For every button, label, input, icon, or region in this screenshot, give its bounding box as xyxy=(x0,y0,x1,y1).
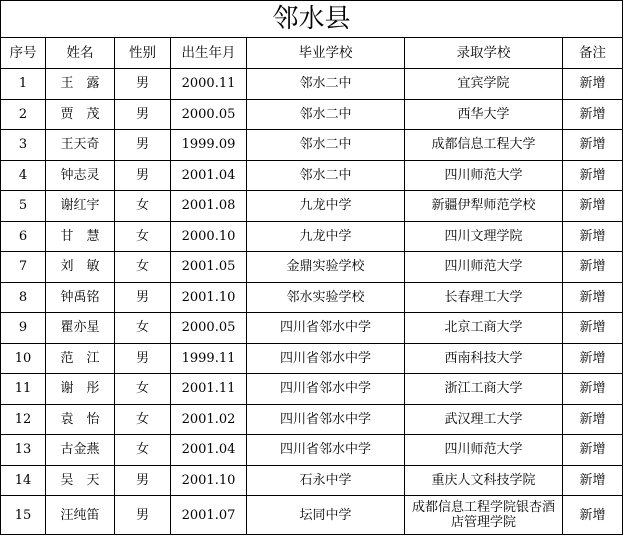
cell-admit-school: 四川师范大学 xyxy=(405,160,563,191)
cell-name: 古金燕 xyxy=(46,435,115,466)
table-row xyxy=(1,404,623,435)
cell-birth: 2000.11 xyxy=(171,69,247,100)
cell-name: 贾 茂 xyxy=(46,99,115,130)
table-row xyxy=(1,221,623,252)
cell-birth: 2001.05 xyxy=(171,252,247,283)
cell-no: 12 xyxy=(1,404,46,435)
cell-no: 3 xyxy=(1,130,46,161)
cell-gender: 男 xyxy=(115,496,171,535)
cell-note: 新增 xyxy=(563,496,623,535)
header-grad-school: 毕业学校 xyxy=(247,38,405,69)
header-no: 序号 xyxy=(1,38,46,69)
cell-no: 14 xyxy=(1,465,46,496)
cell-no: 11 xyxy=(1,374,46,405)
cell-no: 13 xyxy=(1,435,46,466)
cell-grad-school: 邻水二中 xyxy=(247,160,405,191)
cell-birth: 2001.08 xyxy=(171,191,247,222)
table-row xyxy=(1,130,623,161)
cell-birth: 2001.04 xyxy=(171,435,247,466)
table-title: 邻水县 xyxy=(1,1,623,38)
cell-birth: 2000.10 xyxy=(171,221,247,252)
table-row xyxy=(1,160,623,191)
cell-gender: 女 xyxy=(115,404,171,435)
cell-note: 新增 xyxy=(563,191,623,222)
cell-note: 新增 xyxy=(563,343,623,374)
cell-no: 2 xyxy=(1,99,46,130)
header-note: 备注 xyxy=(563,38,623,69)
cell-admit-school: 成都信息工程学院银杏酒店管理学院 xyxy=(405,496,563,535)
table-row xyxy=(1,374,623,405)
cell-birth: 2001.02 xyxy=(171,404,247,435)
cell-gender: 男 xyxy=(115,130,171,161)
cell-gender: 男 xyxy=(115,160,171,191)
header-gender: 性别 xyxy=(115,38,171,69)
header-row xyxy=(1,38,623,69)
cell-grad-school: 四川省邻水中学 xyxy=(247,343,405,374)
cell-admit-school: 宜宾学院 xyxy=(405,69,563,100)
cell-name: 钟志灵 xyxy=(46,160,115,191)
cell-admit-school: 北京工商大学 xyxy=(405,313,563,344)
cell-name: 谢 彤 xyxy=(46,374,115,405)
cell-grad-school: 九龙中学 xyxy=(247,191,405,222)
cell-admit-school: 四川师范大学 xyxy=(405,252,563,283)
cell-name: 王天奇 xyxy=(46,130,115,161)
cell-note: 新增 xyxy=(563,160,623,191)
cell-grad-school: 四川省邻水中学 xyxy=(247,435,405,466)
cell-name: 吴 天 xyxy=(46,465,115,496)
cell-no: 1 xyxy=(1,69,46,100)
cell-name: 汪纯笛 xyxy=(46,496,115,535)
cell-grad-school: 石永中学 xyxy=(247,465,405,496)
cell-note: 新增 xyxy=(563,374,623,405)
header-name: 姓名 xyxy=(46,38,115,69)
cell-admit-school: 重庆人文科技学院 xyxy=(405,465,563,496)
table-row xyxy=(1,69,623,100)
cell-birth: 2001.07 xyxy=(171,496,247,535)
cell-grad-school: 邻水实验学校 xyxy=(247,282,405,313)
cell-name: 甘 慧 xyxy=(46,221,115,252)
cell-admit-school: 浙江工商大学 xyxy=(405,374,563,405)
cell-grad-school: 邻水二中 xyxy=(247,130,405,161)
cell-birth: 1999.09 xyxy=(171,130,247,161)
cell-admit-school: 成都信息工程大学 xyxy=(405,130,563,161)
table-row xyxy=(1,282,623,313)
cell-admit-school: 四川文理学院 xyxy=(405,221,563,252)
cell-admit-school: 西南科技大学 xyxy=(405,343,563,374)
cell-note: 新增 xyxy=(563,282,623,313)
cell-grad-school: 四川省邻水中学 xyxy=(247,374,405,405)
cell-no: 6 xyxy=(1,221,46,252)
cell-name: 瞿亦星 xyxy=(46,313,115,344)
cell-gender: 女 xyxy=(115,313,171,344)
table-row xyxy=(1,465,623,496)
cell-no: 10 xyxy=(1,343,46,374)
cell-admit-school: 新疆伊犁师范学校 xyxy=(405,191,563,222)
table-row xyxy=(1,191,623,222)
cell-note: 新增 xyxy=(563,313,623,344)
cell-gender: 女 xyxy=(115,435,171,466)
cell-gender: 女 xyxy=(115,374,171,405)
cell-grad-school: 坛同中学 xyxy=(247,496,405,535)
cell-admit-school: 四川师范大学 xyxy=(405,435,563,466)
cell-name: 刘 敏 xyxy=(46,252,115,283)
cell-birth: 2001.04 xyxy=(171,160,247,191)
cell-grad-school: 九龙中学 xyxy=(247,221,405,252)
cell-birth: 2001.10 xyxy=(171,465,247,496)
cell-gender: 男 xyxy=(115,465,171,496)
cell-birth: 2000.05 xyxy=(171,99,247,130)
cell-gender: 男 xyxy=(115,282,171,313)
cell-gender: 男 xyxy=(115,69,171,100)
cell-birth: 1999.11 xyxy=(171,343,247,374)
cell-gender: 女 xyxy=(115,191,171,222)
cell-no: 15 xyxy=(1,496,46,535)
table-row xyxy=(1,313,623,344)
cell-gender: 男 xyxy=(115,343,171,374)
cell-note: 新增 xyxy=(563,404,623,435)
table-row xyxy=(1,343,623,374)
table-row xyxy=(1,99,623,130)
cell-admit-school: 武汉理工大学 xyxy=(405,404,563,435)
cell-no: 9 xyxy=(1,313,46,344)
table-row xyxy=(1,496,623,535)
cell-note: 新增 xyxy=(563,465,623,496)
cell-name: 范 江 xyxy=(46,343,115,374)
cell-note: 新增 xyxy=(563,221,623,252)
cell-note: 新增 xyxy=(563,130,623,161)
cell-grad-school: 金鼎实验学校 xyxy=(247,252,405,283)
cell-birth: 2000.05 xyxy=(171,313,247,344)
header-birth: 出生年月 xyxy=(171,38,247,69)
cell-name: 钟禹铭 xyxy=(46,282,115,313)
cell-name: 袁 怡 xyxy=(46,404,115,435)
cell-note: 新增 xyxy=(563,252,623,283)
cell-note: 新增 xyxy=(563,99,623,130)
cell-no: 4 xyxy=(1,160,46,191)
header-admit-school: 录取学校 xyxy=(405,38,563,69)
cell-note: 新增 xyxy=(563,435,623,466)
table-body xyxy=(1,69,623,535)
cell-admit-school: 西华大学 xyxy=(405,99,563,130)
table-row xyxy=(1,252,623,283)
cell-note: 新增 xyxy=(563,69,623,100)
cell-grad-school: 邻水二中 xyxy=(247,69,405,100)
cell-no: 8 xyxy=(1,282,46,313)
cell-grad-school: 邻水二中 xyxy=(247,99,405,130)
cell-gender: 女 xyxy=(115,221,171,252)
cell-birth: 2001.10 xyxy=(171,282,247,313)
cell-gender: 女 xyxy=(115,252,171,283)
cell-no: 7 xyxy=(1,252,46,283)
cell-name: 谢红宇 xyxy=(46,191,115,222)
table-row xyxy=(1,435,623,466)
cell-grad-school: 四川省邻水中学 xyxy=(247,404,405,435)
cell-admit-school: 长春理工大学 xyxy=(405,282,563,313)
cell-no: 5 xyxy=(1,191,46,222)
cell-birth: 2001.11 xyxy=(171,374,247,405)
cell-grad-school: 四川省邻水中学 xyxy=(247,313,405,344)
cell-name: 王 露 xyxy=(46,69,115,100)
cell-gender: 男 xyxy=(115,99,171,130)
